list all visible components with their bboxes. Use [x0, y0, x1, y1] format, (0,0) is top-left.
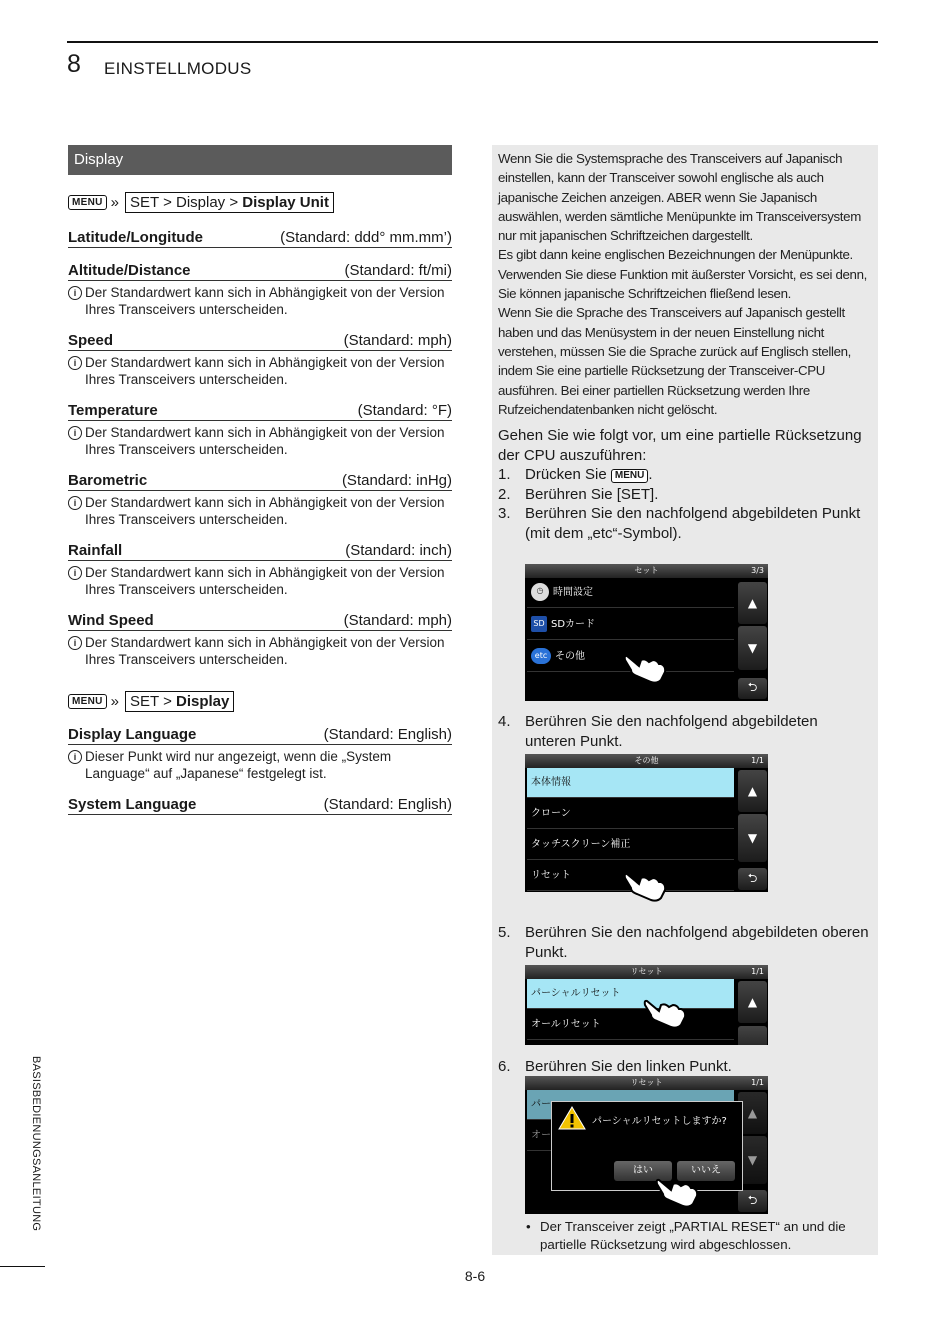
setting-default: (Standard: mph): [343, 612, 452, 629]
arrow: »: [110, 692, 119, 710]
setting-name: System Language: [68, 796, 197, 813]
screen-set-menu: [525, 564, 768, 701]
setting-note: [68, 748, 452, 782]
setting-header: [68, 542, 452, 561]
warning-icon: [558, 1106, 586, 1130]
paragraph-2: Es gibt dann keine englischen Bezeichnungen der Menüpunkte. Verwenden Sie diese Funktion mit äußerster Vorsicht, es sei denn, Sie können japanische Schriftzeichen fließend lesen.: [498, 247, 867, 302]
info-icon: i: [68, 426, 82, 440]
step-text: Berühren Sie den linken Punkt.: [525, 1058, 732, 1075]
setting-note: [68, 424, 452, 458]
info-icon: i: [68, 566, 82, 580]
menu-row-clone[interactable]: クローン: [527, 799, 734, 829]
scroll-down-button[interactable]: [738, 1026, 767, 1045]
menu-row-partial-reset: パー: [527, 1090, 734, 1120]
left-column: [68, 145, 452, 815]
display-items: [68, 726, 452, 815]
back-button[interactable]: ⮌: [738, 1190, 767, 1212]
step-number: 4.: [498, 713, 511, 730]
setting-default: (Standard: °F): [357, 402, 452, 419]
menu-key-icon: MENU: [611, 469, 648, 483]
setting-name: Wind Speed: [68, 612, 154, 629]
scroll-up-button: ▲: [738, 1092, 767, 1134]
side-rule: [0, 1266, 45, 1267]
info-icon: i: [68, 750, 82, 764]
info-icon: i: [68, 496, 82, 510]
screen-page: 1/1: [751, 756, 764, 765]
paragraph-3: Wenn Sie die Sprache des Transceivers auf Japanisch gestellt haben und das Menüsystem in der neuen Einstellung nicht verstehen, müssen Sie die Sprache zurück auf Englisch stellen, indem Sie eine partielle Rücksetzung der Transceiver-CPU ausführen. Bei einer partiellen Rücksetzung werden Ihre Rufzeichendatenbanken nicht gelöscht.: [498, 305, 852, 417]
step-5-block: [492, 923, 878, 962]
menu-key-icon: MENU: [68, 195, 107, 210]
note-text: Der Standardwert kann sich in Abhängigkeit von der Version Ihres Transceivers unterscheiden.: [85, 355, 445, 387]
menu-path-box: [125, 192, 334, 213]
paragraph-1: Wenn Sie die Systemsprache des Transceivers auf Japanisch einstellen, kann der Transceiver sowohl englische als auch japanische Zeichen anzeigen. ABER wenn Sie Japanisch auswählen, werden sämtliche Menüpunkte im Transceiversystem nur mit japanischen Schriftzeichen dargestellt.: [498, 151, 861, 244]
setting-name: Temperature: [68, 402, 158, 419]
step-6: [498, 1057, 872, 1077]
right-column: [492, 145, 878, 1255]
result-note: [526, 1218, 876, 1254]
section-title: Display: [68, 145, 452, 175]
arrow: »: [110, 193, 119, 211]
scroll-up-button[interactable]: ▲: [738, 770, 767, 812]
bullet-dot: •: [526, 1219, 531, 1234]
path-prefix: SET >: [130, 692, 176, 710]
step-text: Berühren Sie [SET].: [525, 485, 659, 503]
screen-title: リセット: [525, 1076, 768, 1090]
info-icon: i: [68, 356, 82, 370]
screen-title: セット: [525, 564, 768, 578]
row-label: SDカード: [551, 619, 596, 630]
screen-other-menu: [525, 754, 768, 892]
row-label: その他: [555, 651, 585, 662]
menu-row-info[interactable]: 本体情報: [527, 768, 734, 798]
sd-icon: SD: [531, 616, 547, 632]
scroll-up-button[interactable]: ▲: [738, 981, 767, 1023]
setting-note: [68, 354, 452, 388]
note-text: Der Standardwert kann sich in Abhängigkeit von der Version Ihres Transceivers unterscheiden.: [85, 635, 445, 667]
menu-path-2: [68, 690, 452, 712]
setting-header: [68, 796, 452, 815]
setting-item: [68, 402, 452, 458]
setting-name: Rainfall: [68, 542, 123, 559]
clock-icon: ◷: [531, 583, 549, 601]
display-unit-items: [68, 229, 452, 668]
setting-header: [68, 472, 452, 491]
setting-default: (Standard: English): [323, 726, 452, 743]
etc-icon: etc: [531, 648, 551, 664]
setting-item: [68, 332, 452, 388]
back-button[interactable]: ⮌: [738, 678, 767, 699]
steps-block: [492, 426, 878, 543]
setting-item: [68, 472, 452, 528]
page-number: 8-6: [464, 1268, 486, 1284]
touch-hand-icon: [655, 1174, 699, 1208]
setting-default: (Standard: English): [323, 796, 452, 813]
note-text: Der Standardwert kann sich in Abhängigkeit von der Version Ihres Transceivers unterscheiden.: [85, 495, 445, 527]
menu-row-all-reset: オー: [527, 1121, 734, 1151]
menu-row-partial-reset[interactable]: パーシャルリセット: [527, 979, 734, 1009]
menu-row-sd[interactable]: [527, 610, 734, 640]
scroll-down-button: ▼: [738, 1136, 767, 1184]
setting-default: (Standard: inch): [345, 542, 452, 559]
step-text: Berühren Sie den nachfolgend abgebildeten unteren Punkt.: [525, 713, 818, 750]
screen-page: 1/1: [751, 1078, 764, 1087]
setting-item: [68, 612, 452, 668]
setting-header: [68, 726, 452, 745]
confirm-dialog: [551, 1101, 743, 1191]
steps-intro: Gehen Sie wie folgt vor, um eine partielle Rücksetzung der CPU auszuführen:: [498, 427, 862, 464]
setting-note: [68, 564, 452, 598]
note-text: Dieser Punkt wird nur angezeigt, wenn die „System Language“ auf „Japanese“ festgelegt ist.: [85, 749, 392, 781]
step-5: [498, 923, 872, 962]
scroll-down-button[interactable]: ▼: [738, 626, 767, 670]
note-text: Der Standardwert kann sich in Abhängigkeit von der Version Ihres Transceivers unterscheiden.: [85, 425, 445, 457]
setting-item: [68, 796, 452, 815]
back-button[interactable]: ⮌: [738, 868, 767, 890]
header-rule: [67, 41, 878, 43]
screen-title: リセット: [525, 965, 768, 979]
menu-row-touch-calibration[interactable]: タッチスクリーン補正: [527, 830, 734, 860]
setting-header: [68, 612, 452, 631]
menu-row-all-reset[interactable]: オールリセット: [527, 1010, 734, 1040]
setting-header: [68, 229, 452, 248]
step-text: Berühren Sie den nachfolgend abgebildeten Punkt (mit dem „etc“-Symbol).: [525, 505, 861, 542]
path-bold: Display: [176, 692, 230, 710]
setting-note: [68, 284, 452, 318]
touch-hand-icon: [643, 995, 687, 1029]
setting-default: (Standard: inHg): [341, 472, 452, 489]
setting-item: [68, 726, 452, 782]
step-number: 5.: [498, 924, 511, 941]
step-text: Berühren Sie den nachfolgend abgebildeten oberen Punkt.: [525, 924, 869, 961]
step-4-block: [492, 712, 878, 751]
path-prefix: SET > Display >: [130, 193, 243, 211]
setting-name: Latitude/Longitude: [68, 229, 203, 246]
screen-reset-confirm: [525, 1076, 768, 1214]
step-number: 1.: [498, 466, 511, 484]
screen-reset-menu: [525, 965, 768, 1045]
path-bold: Display Unit: [242, 193, 329, 211]
chapter-number: 8: [67, 50, 81, 78]
no-button[interactable]: いいえ: [677, 1161, 735, 1181]
info-icon: i: [68, 286, 82, 300]
step-2: [498, 485, 872, 505]
setting-default: (Standard: mph): [343, 332, 452, 349]
setting-name: Altitude/Distance: [68, 262, 191, 279]
step-text: .: [648, 466, 653, 484]
side-label: [30, 1056, 46, 1256]
menu-key-icon: MENU: [68, 694, 107, 709]
scroll-down-button[interactable]: ▼: [738, 814, 767, 862]
info-paragraph: [492, 145, 878, 419]
touch-hand-icon: [623, 650, 667, 684]
step-3: [498, 504, 872, 543]
info-icon: i: [68, 636, 82, 650]
step-6-block: [492, 1057, 878, 1077]
step-1: [498, 465, 872, 485]
menu-row-reset[interactable]: リセット: [527, 861, 734, 891]
setting-item: [68, 542, 452, 598]
menu-row-time[interactable]: [527, 578, 734, 608]
screen-page: 1/1: [751, 967, 764, 976]
yes-button[interactable]: はい: [614, 1161, 672, 1181]
setting-name: Speed: [68, 332, 114, 349]
side-label-text: BASISBEDIENUNGSANLEITUNG: [30, 1056, 42, 1232]
menu-path-box: [125, 691, 234, 712]
step-number: 2.: [498, 485, 511, 503]
note-text: Der Standardwert kann sich in Abhängigkeit von der Version Ihres Transceivers unterscheiden.: [85, 285, 445, 317]
step-text: Drücken Sie: [525, 466, 611, 484]
row-label: 時間設定: [553, 587, 593, 598]
setting-header: [68, 332, 452, 351]
setting-item: [68, 262, 452, 318]
setting-header: [68, 402, 452, 421]
step-number: 3.: [498, 505, 511, 523]
setting-name: Display Language: [68, 726, 197, 743]
scroll-up-button[interactable]: ▲: [738, 582, 767, 624]
setting-header: [68, 262, 452, 281]
note-text: Der Standardwert kann sich in Abhängigkeit von der Version Ihres Transceivers unterscheiden.: [85, 565, 445, 597]
chapter-title: EINSTELLMODUS: [104, 59, 252, 78]
touch-hand-icon: [623, 868, 667, 902]
setting-note: [68, 634, 452, 668]
dialog-text: パーシャルリセットしますか?: [592, 1116, 727, 1127]
setting-item: [68, 229, 452, 248]
setting-default: (Standard: ddd° mm.mm’): [280, 229, 452, 246]
screen-title: その他: [525, 754, 768, 768]
setting-name: Barometric: [68, 472, 148, 489]
menu-path-1: [68, 191, 452, 213]
screen-page: 3/3: [751, 566, 764, 575]
setting-default: (Standard: ft/mi): [344, 262, 452, 279]
step-4: [498, 712, 872, 751]
setting-note: [68, 494, 452, 528]
result-text: Der Transceiver zeigt „PARTIAL RESET“ an und die partielle Rücksetzung wird abgeschlossen.: [540, 1219, 846, 1252]
step-number: 6.: [498, 1058, 511, 1075]
